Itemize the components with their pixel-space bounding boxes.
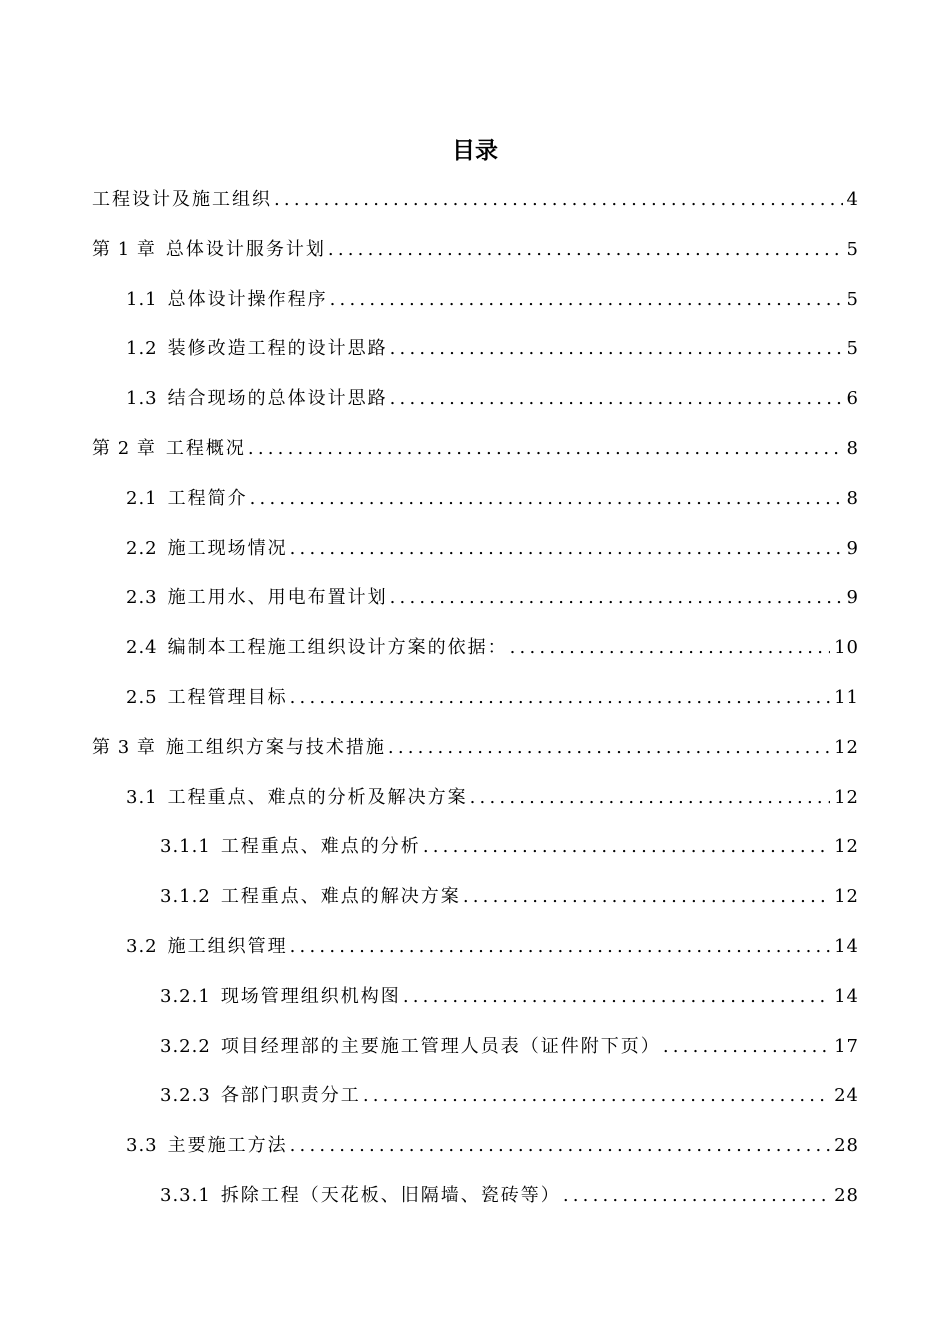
toc-entry[interactable] (0, 831, 950, 881)
toc-dot-leader (274, 184, 843, 216)
toc-entry-page: 14 (834, 985, 859, 1007)
toc-entry-title: 现场管理组织机构图 (220, 985, 401, 1007)
toc-entry-page: 5 (846, 338, 859, 360)
toc-entry-page: 14 (834, 935, 859, 957)
toc-entry-page: 12 (834, 736, 859, 758)
toc-entry-page: 24 (834, 1085, 859, 1107)
toc-entry[interactable] (0, 433, 950, 483)
toc-dot-leader (250, 483, 843, 515)
toc-entry-number: 2.4 (126, 637, 158, 659)
toc-entry[interactable] (0, 682, 950, 732)
toc-entry-number: 3.2.1 (160, 985, 211, 1007)
toc-entry-number: 2.1 (126, 487, 158, 509)
toc-dot-leader (463, 881, 830, 913)
toc-entry[interactable] (0, 184, 950, 234)
toc-entry-title: 工程管理目标 (167, 686, 288, 708)
toc-entry-title: 工程重点、难点的解决方案 (220, 886, 461, 908)
toc-entry-page: 9 (846, 537, 859, 559)
toc-entry-title: 工程简介 (167, 487, 248, 509)
toc-entry-number: 3.2.2 (160, 1035, 211, 1057)
toc-entry-title: 施工现场情况 (167, 537, 288, 559)
toc-entry-title: 工程概况 (165, 437, 246, 459)
toc-entry-number: 2.3 (126, 587, 158, 609)
toc-entry-title: 结合现场的总体设计思路 (167, 388, 388, 410)
toc-entry-page: 11 (834, 686, 859, 708)
toc-entry[interactable] (0, 1130, 950, 1180)
toc-dot-leader (470, 782, 830, 814)
toc-dot-leader (663, 1031, 830, 1063)
toc-entry-number: 3.1.1 (160, 836, 211, 858)
toc-entry-page: 5 (846, 288, 859, 310)
toc-entry[interactable] (0, 1180, 950, 1230)
toc-entry-title: 工程重点、难点的分析 (220, 836, 421, 858)
toc-dot-leader (363, 1080, 830, 1112)
toc-entry[interactable] (0, 632, 950, 682)
toc-entry-number: 2.2 (126, 537, 158, 559)
toc-entry-page: 4 (846, 189, 859, 210)
toc-entry-page: 28 (834, 1135, 859, 1157)
toc-entry-title: 总体设计服务计划 (165, 238, 326, 260)
toc-entry-page: 8 (846, 437, 859, 459)
toc-list (0, 184, 950, 1230)
toc-title: 目录 (452, 138, 498, 164)
toc-entry[interactable] (0, 732, 950, 782)
toc-entry-title: 总体设计操作程序 (167, 288, 328, 310)
toc-entry-number: 第 2 章 (92, 437, 156, 459)
toc-entry-title: 装修改造工程的设计思路 (167, 338, 388, 360)
toc-entry-number: 1.1 (126, 288, 158, 310)
toc-dot-leader (390, 383, 843, 415)
toc-entry-number: 3.3 (126, 1135, 158, 1157)
toc-entry-number: 2.5 (126, 686, 158, 708)
toc-entry-page: 8 (846, 487, 859, 509)
toc-dot-leader (330, 284, 843, 316)
toc-entry-page: 6 (846, 388, 859, 410)
toc-dot-leader (403, 981, 830, 1013)
toc-dot-leader (510, 632, 830, 664)
toc-entry-page: 10 (834, 637, 859, 659)
toc-entry-page: 12 (834, 886, 859, 908)
toc-entry-title: 项目经理部的主要施工管理人员表（证件附下页） (220, 1035, 661, 1057)
toc-entry-title: 编制本工程施工组织设计方案的依据： (167, 637, 508, 659)
toc-entry-title: 拆除工程（天花板、旧隔墙、瓷砖等） (220, 1184, 561, 1206)
toc-entry-number: 1.3 (126, 388, 158, 410)
toc-entry[interactable] (0, 582, 950, 632)
toc-entry-page: 12 (834, 836, 859, 858)
toc-entry-number: 3.1.2 (160, 886, 211, 908)
toc-entry[interactable] (0, 533, 950, 583)
toc-dot-leader (328, 234, 843, 266)
toc-entry-title: 工程设计及施工组织 (92, 189, 272, 210)
toc-entry-number: 3.3.1 (160, 1184, 211, 1206)
toc-entry-page: 17 (834, 1035, 859, 1057)
toc-entry[interactable] (0, 284, 950, 334)
toc-dot-leader (248, 433, 843, 465)
toc-entry-title: 施工组织方案与技术措施 (165, 736, 386, 758)
toc-entry-title: 各部门职责分工 (220, 1085, 361, 1107)
toc-entry[interactable] (0, 981, 950, 1031)
toc-entry[interactable] (0, 881, 950, 931)
toc-entry[interactable] (0, 931, 950, 981)
toc-entry-number: 3.1 (126, 786, 158, 808)
toc-entry-number: 3.2.3 (160, 1085, 211, 1107)
toc-entry-page: 12 (834, 786, 859, 808)
toc-dot-leader (388, 732, 830, 764)
toc-entry-number: 1.2 (126, 338, 158, 360)
toc-entry-title: 主要施工方法 (167, 1135, 288, 1157)
toc-entry-number: 第 3 章 (92, 736, 156, 758)
toc-dot-leader (290, 533, 843, 565)
toc-entry[interactable] (0, 483, 950, 533)
toc-entry[interactable] (0, 1031, 950, 1081)
toc-entry[interactable] (0, 383, 950, 433)
toc-entry-title: 施工用水、用电布置计划 (167, 587, 388, 609)
toc-dot-leader (290, 682, 830, 714)
toc-dot-leader (390, 582, 843, 614)
toc-entry-number: 第 1 章 (92, 238, 156, 260)
toc-dot-leader (290, 1130, 830, 1162)
toc-dot-leader (290, 931, 830, 963)
toc-dot-leader (390, 333, 843, 365)
toc-dot-leader (423, 831, 830, 863)
toc-entry-page: 5 (846, 238, 859, 260)
toc-entry[interactable] (0, 234, 950, 284)
toc-entry-number: 3.2 (126, 935, 158, 957)
toc-entry[interactable] (0, 1080, 950, 1130)
toc-entry-page: 9 (846, 587, 859, 609)
toc-entry[interactable] (0, 333, 950, 383)
toc-dot-leader (563, 1180, 830, 1212)
toc-entry[interactable] (0, 782, 950, 832)
toc-entry-title: 工程重点、难点的分析及解决方案 (167, 786, 468, 808)
toc-entry-page: 28 (834, 1184, 859, 1206)
toc-entry-title: 施工组织管理 (167, 935, 288, 957)
